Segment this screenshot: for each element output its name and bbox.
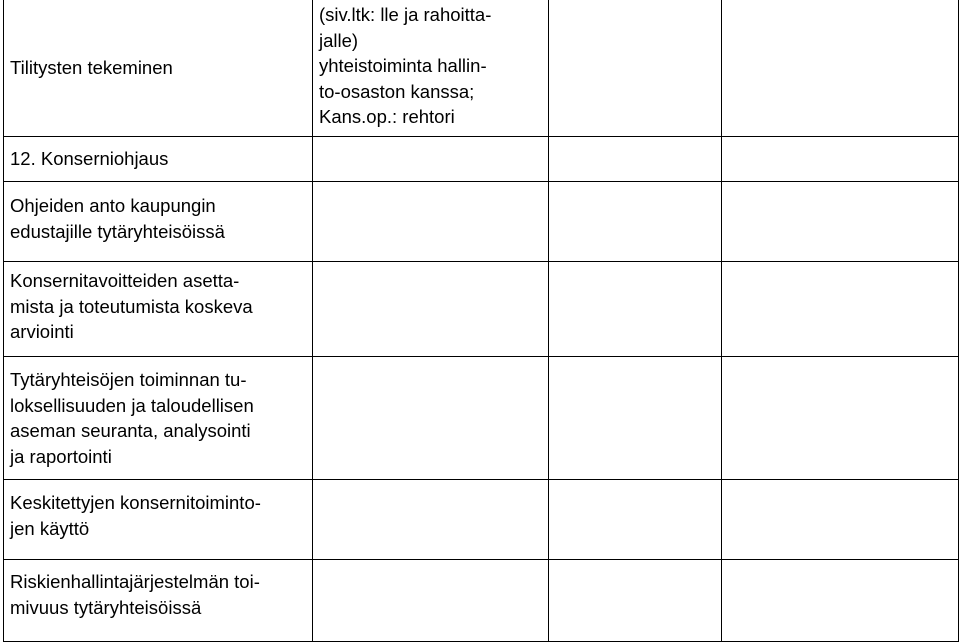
responsible-cell — [313, 0, 549, 137]
empty-cell — [549, 262, 722, 357]
table-row — [4, 262, 959, 357]
responsibility-table — [3, 0, 959, 642]
task-cell — [4, 137, 313, 182]
task-text: Keskitettyjen konsernitoiminto- jen käyttö — [10, 492, 261, 539]
empty-cell — [549, 182, 722, 262]
table-row — [4, 560, 959, 642]
task-text: Tilitysten tekeminen — [10, 56, 173, 78]
empty-cell — [722, 182, 959, 262]
empty-cell — [313, 480, 549, 560]
empty-cell — [549, 137, 722, 182]
empty-cell — [313, 137, 549, 182]
task-text: Konsernitavoitteiden asetta- mista ja toteutumista koskeva arviointi — [10, 270, 253, 342]
empty-cell — [313, 560, 549, 642]
task-cell — [4, 182, 313, 262]
task-cell — [4, 560, 313, 642]
empty-cell — [313, 357, 549, 480]
empty-cell — [722, 137, 959, 182]
table-row — [4, 357, 959, 480]
empty-cell — [549, 560, 722, 642]
task-cell — [4, 0, 313, 137]
empty-cell — [549, 357, 722, 480]
empty-cell — [549, 480, 722, 560]
table-row — [4, 480, 959, 560]
empty-cell — [722, 480, 959, 560]
task-text: Tytäryhteisöjen toiminnan tu- loksellisuuden ja taloudellisen aseman seuranta, analysointi ja raportointi — [10, 369, 254, 467]
empty-cell — [313, 182, 549, 262]
empty-cell — [549, 0, 722, 137]
section-heading: 12. Konserniohjaus — [10, 148, 169, 169]
empty-cell — [313, 262, 549, 357]
empty-cell — [722, 0, 959, 137]
empty-cell — [722, 560, 959, 642]
table-row — [4, 137, 959, 182]
task-cell — [4, 262, 313, 357]
table-row — [4, 182, 959, 262]
responsible-text: (siv.ltk: lle ja rahoitta- jalle) yhteistoiminta hallin- to-osaston kanssa; Kans.op.: rehtori — [319, 4, 492, 127]
task-text: Ohjeiden anto kaupungin edustajille tytäryhteisöissä — [10, 195, 225, 242]
table-row — [4, 0, 959, 137]
empty-cell — [722, 262, 959, 357]
task-cell — [4, 357, 313, 480]
task-text: Riskienhallintajärjestelmän toi- mivuus tytäryhteisöissä — [10, 571, 260, 618]
task-cell — [4, 480, 313, 560]
empty-cell — [722, 357, 959, 480]
